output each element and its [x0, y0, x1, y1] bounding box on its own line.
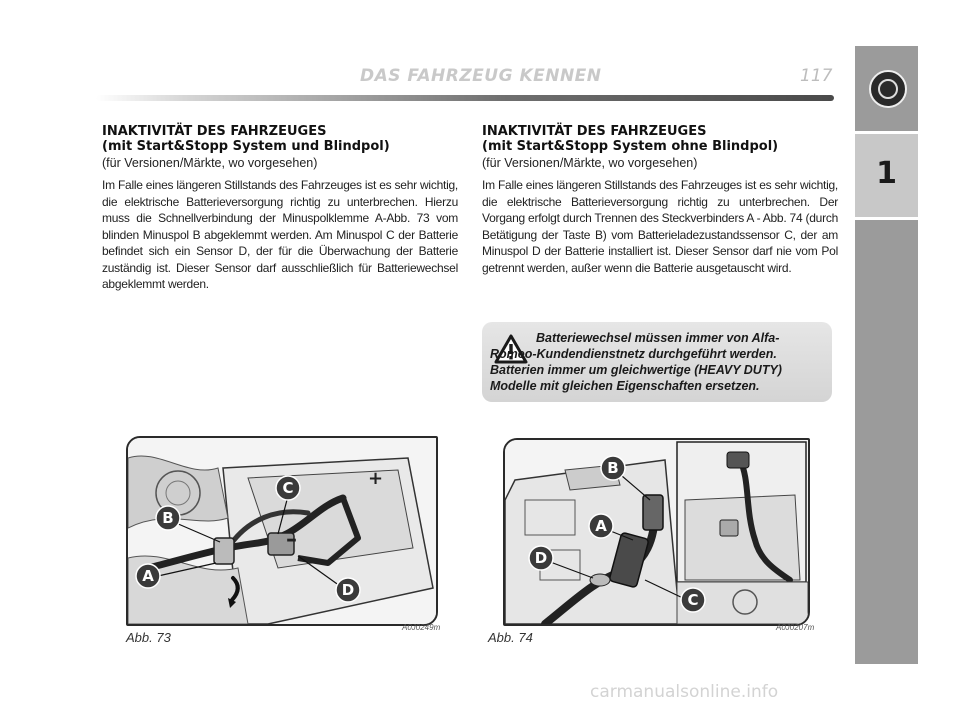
- callout-b: [601, 456, 625, 480]
- figure-73-caption: Abb. 73: [126, 630, 171, 645]
- svg-text:C: C: [282, 479, 294, 497]
- callout-d: [529, 546, 553, 570]
- header-rule: [96, 95, 834, 101]
- battery-minus-mark: –: [286, 527, 297, 552]
- callout-a: [136, 564, 160, 588]
- svg-text:B: B: [607, 459, 619, 477]
- section-note: (für Versionen/Märkte, wo vorgesehen): [102, 156, 318, 170]
- svg-text:B: B: [162, 509, 174, 527]
- figure-73-battery-illustration: [126, 436, 438, 626]
- section-left: [102, 124, 458, 293]
- svg-text:C: C: [687, 591, 699, 609]
- svg-text:A: A: [142, 567, 154, 585]
- watermark-text: carmanualsonline.info: [590, 682, 779, 702]
- callout-c: [681, 588, 705, 612]
- figure-74-drawing: [505, 440, 808, 624]
- warning-box: [482, 322, 832, 402]
- callout-a: [589, 514, 613, 538]
- figure-74-code: A0J0207m: [776, 623, 815, 632]
- svg-text:A: A: [595, 517, 607, 535]
- callout-d: [336, 578, 360, 602]
- page-number: 117: [800, 66, 833, 86]
- svg-text:D: D: [341, 581, 355, 599]
- section-heading-line2: (mit Start&Stopp System ohne Blindpol): [482, 139, 779, 154]
- section-note: (für Versionen/Märkte, wo vorgesehen): [482, 156, 698, 170]
- figure-74-battery-illustration: [503, 438, 810, 626]
- figure-74-caption: Abb. 74: [488, 630, 533, 645]
- tab-logo-block: [855, 46, 918, 131]
- section-heading-line1: INAKTIVITÄT DES FAHRZEUGES: [102, 124, 327, 139]
- warning-text: Batteriewechsel müssen immer von Alfa-Romeo-Kundendienstnetz durchgeführt werden. Batterien immer um gleichwertige (HEAVY DUTY) Modelle mit gleichen Eigenschaften ersetzen.: [490, 331, 782, 393]
- callout-c: [276, 476, 300, 500]
- callout-b: [156, 506, 180, 530]
- figure-73-drawing: [128, 438, 436, 624]
- section-heading-line2: (mit Start&Stopp System und Blindpol): [102, 139, 390, 154]
- section-right: [482, 124, 838, 276]
- battery-plus-mark: +: [368, 468, 384, 489]
- tab-chapter-active[interactable]: [855, 134, 918, 217]
- figure-73-code: A0J0249m: [402, 623, 441, 632]
- svg-text:D: D: [534, 549, 548, 567]
- chapter-side-tab: [855, 46, 918, 664]
- chapter-header-title: DAS FAHRZEUG KENNEN: [360, 66, 602, 86]
- section-heading-line1: INAKTIVITÄT DES FAHRZEUGES: [482, 124, 707, 139]
- chapter-number: 1: [876, 156, 897, 191]
- section-body: Im Falle eines längeren Stillstands des Fahrzeuges ist es sehr wichtig, die elektrische Batterieversorgung richtig zu unterbrechen. Hierzu muss die Schnellverbindung der Minuspolklemme A-Abb. 73 vom blinden Minuspol B abgeklemmt werden. Am Minuspol C der Batterie befindet sich ein Sensor D, der für die Überwachung der Batterie zuständig ist. Dieser Sensor darf ausschließlich für Batteriewechsel abgeklemmt werden.: [102, 178, 458, 291]
- section-body: Im Falle eines längeren Stillstands des Fahrzeuges ist es sehr wichtig, die elektrische Batterieversorgung richtig zu unterbrechen. Der Vorgang erfolgt durch Trennen des Steckverbinders A - Abb. 74 (durch Betätigung der Taste B) vom Batterieladezustandssensor C, der am Minuspol D der Batterie installiert ist. Dieser Sensor darf nie vom Pol getrennt werden, außer wenn die Batterie ausgetauscht wird.: [482, 178, 838, 275]
- tab-divider: [855, 217, 918, 220]
- brand-logo-icon: [869, 70, 907, 108]
